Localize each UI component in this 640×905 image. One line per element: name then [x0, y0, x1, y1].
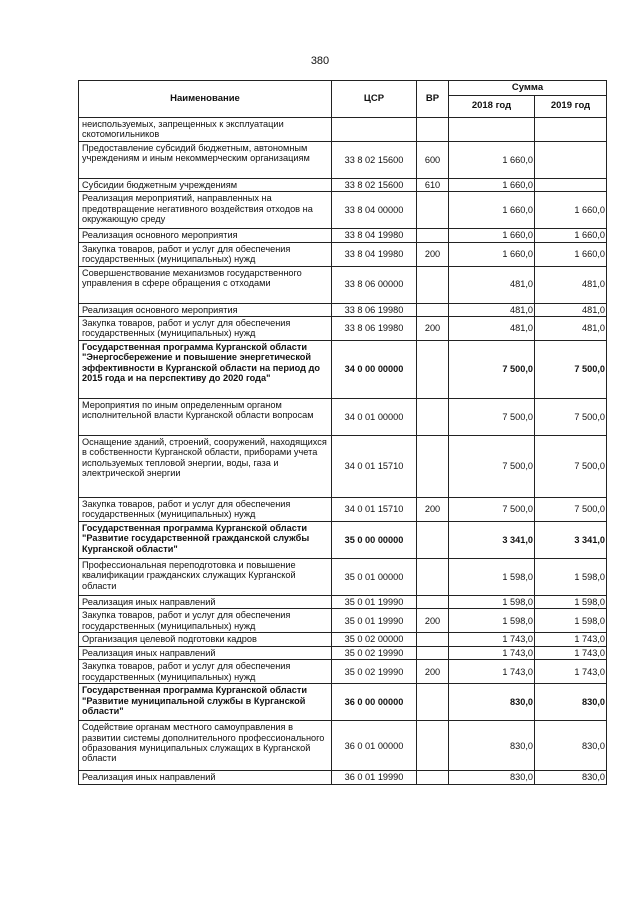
cell-csr: 36 0 01 19990: [332, 771, 417, 784]
header-name: Наименование: [79, 81, 332, 118]
cell-2018: 481,0: [449, 266, 535, 303]
cell-2019: 1 660,0: [535, 192, 607, 229]
cell-csr: 35 0 00 00000: [332, 522, 417, 559]
table-row: [79, 229, 607, 242]
table-row: [79, 660, 607, 684]
cell-vr: [417, 633, 449, 646]
table-row: [79, 498, 607, 522]
cell-csr: 34 0 01 15710: [332, 436, 417, 498]
table-row: [79, 596, 607, 609]
cell-csr: 33 8 06 19980: [332, 303, 417, 316]
cell-2018: 1 660,0: [449, 178, 535, 191]
table-row: [79, 266, 607, 303]
cell-2018: 7 500,0: [449, 399, 535, 436]
cell-2019: 1 743,0: [535, 660, 607, 684]
cell-csr: 35 0 02 19990: [332, 660, 417, 684]
cell-csr: 36 0 00 00000: [332, 684, 417, 721]
cell-csr: 33 8 04 19980: [332, 229, 417, 242]
cell-name: Реализация мероприятий, направленных на предотвращение негативного воздействия отходов на окружающую среду: [79, 192, 332, 229]
cell-2018: 830,0: [449, 721, 535, 771]
cell-2019: 830,0: [535, 721, 607, 771]
table-row: [79, 721, 607, 771]
cell-2019: 830,0: [535, 771, 607, 784]
cell-2018: 1 743,0: [449, 633, 535, 646]
table-body: [79, 118, 607, 785]
cell-name: Государственная программа Курганской области "Развитие муниципальной службы в Курганской области": [79, 684, 332, 721]
cell-vr: 200: [417, 242, 449, 266]
cell-2019: 3 341,0: [535, 522, 607, 559]
cell-2018: 3 341,0: [449, 522, 535, 559]
header-year-2019: 2019 год: [535, 96, 607, 118]
table-row: [79, 609, 607, 633]
header-sum: Сумма: [449, 81, 607, 96]
table-row: [79, 633, 607, 646]
cell-name: Реализация иных направлений: [79, 771, 332, 784]
cell-vr: [417, 229, 449, 242]
cell-2019: 7 500,0: [535, 498, 607, 522]
cell-2018: 1 660,0: [449, 141, 535, 178]
table-row: [79, 771, 607, 784]
header-csr: ЦСР: [332, 81, 417, 118]
cell-csr: [332, 118, 417, 142]
cell-vr: 600: [417, 141, 449, 178]
cell-csr: 33 8 04 19980: [332, 242, 417, 266]
cell-2019: 1 660,0: [535, 229, 607, 242]
cell-2019: 7 500,0: [535, 436, 607, 498]
cell-name: Мероприятия по иным определенным органом исполнительной власти Курганской области вопросам: [79, 399, 332, 436]
cell-2019: 481,0: [535, 303, 607, 316]
cell-vr: 200: [417, 609, 449, 633]
cell-name: Профессиональная переподготовка и повышение квалификации гражданских служащих Курганской области: [79, 559, 332, 596]
cell-2018: 1 660,0: [449, 192, 535, 229]
cell-name: Субсидии бюджетным учреждениям: [79, 178, 332, 191]
table-row: [79, 317, 607, 341]
page-number: 380: [310, 55, 330, 67]
cell-2019: 1 660,0: [535, 242, 607, 266]
cell-2019: [535, 178, 607, 191]
cell-vr: [417, 266, 449, 303]
cell-vr: 200: [417, 498, 449, 522]
cell-csr: 34 0 01 00000: [332, 399, 417, 436]
cell-2018: 481,0: [449, 303, 535, 316]
cell-vr: [417, 684, 449, 721]
cell-2018: 1 598,0: [449, 559, 535, 596]
cell-name: Реализация иных направлений: [79, 596, 332, 609]
cell-name: Государственная программа Курганской области "Энергосбережение и повышение энергетической эффективности в Курганской области на период до 2015 года и на перспективу до 2020 года": [79, 341, 332, 399]
cell-2019: [535, 118, 607, 142]
cell-csr: 35 0 01 19990: [332, 596, 417, 609]
cell-2019: 1 598,0: [535, 596, 607, 609]
cell-2018: 7 500,0: [449, 341, 535, 399]
table-row: [79, 646, 607, 659]
cell-vr: [417, 303, 449, 316]
table-row: [79, 118, 607, 142]
cell-2018: 1 743,0: [449, 660, 535, 684]
cell-csr: 35 0 02 00000: [332, 633, 417, 646]
cell-2019: [535, 141, 607, 178]
cell-vr: [417, 646, 449, 659]
cell-2019: 1 743,0: [535, 646, 607, 659]
cell-csr: 35 0 01 19990: [332, 609, 417, 633]
cell-vr: [417, 522, 449, 559]
cell-csr: 34 0 00 00000: [332, 341, 417, 399]
cell-vr: 200: [417, 660, 449, 684]
table-row: [79, 303, 607, 316]
cell-csr: 35 0 02 19990: [332, 646, 417, 659]
table-row: [79, 192, 607, 229]
cell-name: Предоставление субсидий бюджетным, автономным учреждениям и иным некоммерческим организациям: [79, 141, 332, 178]
table-row: [79, 341, 607, 399]
cell-csr: 36 0 01 00000: [332, 721, 417, 771]
cell-name: Реализация основного мероприятия: [79, 303, 332, 316]
cell-2018: [449, 118, 535, 142]
cell-vr: [417, 341, 449, 399]
table-row: [79, 141, 607, 178]
header-vr: ВР: [417, 81, 449, 118]
cell-name: Закупка товаров, работ и услуг для обеспечения государственных (муниципальных) нужд: [79, 660, 332, 684]
cell-vr: [417, 192, 449, 229]
cell-name: Закупка товаров, работ и услуг для обеспечения государственных (муниципальных) нужд: [79, 498, 332, 522]
cell-name: неиспользуемых, запрещенных к эксплуатации скотомогильников: [79, 118, 332, 142]
cell-2019: 7 500,0: [535, 399, 607, 436]
cell-2019: 1 598,0: [535, 559, 607, 596]
cell-name: Оснащение зданий, строений, сооружений, находящихся в собственности Курганской области, приборами учета используемых тепловой энергии, воды, газа и электрической энергии: [79, 436, 332, 498]
cell-csr: 35 0 01 00000: [332, 559, 417, 596]
table-row: [79, 522, 607, 559]
cell-csr: 33 8 06 00000: [332, 266, 417, 303]
cell-vr: [417, 436, 449, 498]
table-row: [79, 242, 607, 266]
cell-2019: 1 598,0: [535, 609, 607, 633]
cell-2018: 1 598,0: [449, 609, 535, 633]
cell-csr: 33 8 04 00000: [332, 192, 417, 229]
cell-csr: 34 0 01 15710: [332, 498, 417, 522]
cell-csr: 33 8 06 19980: [332, 317, 417, 341]
cell-name: Государственная программа Курганской области "Развитие государственной гражданской службы Курганской области": [79, 522, 332, 559]
cell-name: Совершенствование механизмов государственного управления в сфере обращения с отходами: [79, 266, 332, 303]
cell-name: Закупка товаров, работ и услуг для обеспечения государственных (муниципальных) нужд: [79, 317, 332, 341]
cell-2018: 1 660,0: [449, 242, 535, 266]
cell-2018: 1 598,0: [449, 596, 535, 609]
table-row: [79, 178, 607, 191]
cell-name: Реализация основного мероприятия: [79, 229, 332, 242]
cell-2018: 481,0: [449, 317, 535, 341]
cell-2018: 1 660,0: [449, 229, 535, 242]
cell-name: Содействие органам местного самоуправления в развитии системы дополнительного профессионального образования муниципальных служащих в Курганской области: [79, 721, 332, 771]
table-row: [79, 436, 607, 498]
cell-2019: 481,0: [535, 317, 607, 341]
header-year-2018: 2018 год: [449, 96, 535, 118]
cell-vr: 610: [417, 178, 449, 191]
cell-name: Закупка товаров, работ и услуг для обеспечения государственных (муниципальных) нужд: [79, 609, 332, 633]
cell-2018: 830,0: [449, 771, 535, 784]
cell-vr: [417, 559, 449, 596]
cell-csr: 33 8 02 15600: [332, 141, 417, 178]
cell-2019: 481,0: [535, 266, 607, 303]
cell-vr: [417, 596, 449, 609]
cell-name: Закупка товаров, работ и услуг для обеспечения государственных (муниципальных) нужд: [79, 242, 332, 266]
budget-table: [78, 80, 607, 785]
cell-vr: [417, 118, 449, 142]
cell-vr: 200: [417, 317, 449, 341]
cell-2018: 7 500,0: [449, 498, 535, 522]
cell-name: Реализация иных направлений: [79, 646, 332, 659]
cell-csr: 33 8 02 15600: [332, 178, 417, 191]
cell-2018: 1 743,0: [449, 646, 535, 659]
cell-2018: 7 500,0: [449, 436, 535, 498]
cell-vr: [417, 771, 449, 784]
table-row: [79, 559, 607, 596]
cell-name: Организация целевой подготовки кадров: [79, 633, 332, 646]
table-row: [79, 399, 607, 436]
cell-2019: 830,0: [535, 684, 607, 721]
cell-vr: [417, 721, 449, 771]
cell-vr: [417, 399, 449, 436]
cell-2019: 7 500,0: [535, 341, 607, 399]
cell-2018: 830,0: [449, 684, 535, 721]
table-row: [79, 684, 607, 721]
cell-2019: 1 743,0: [535, 633, 607, 646]
